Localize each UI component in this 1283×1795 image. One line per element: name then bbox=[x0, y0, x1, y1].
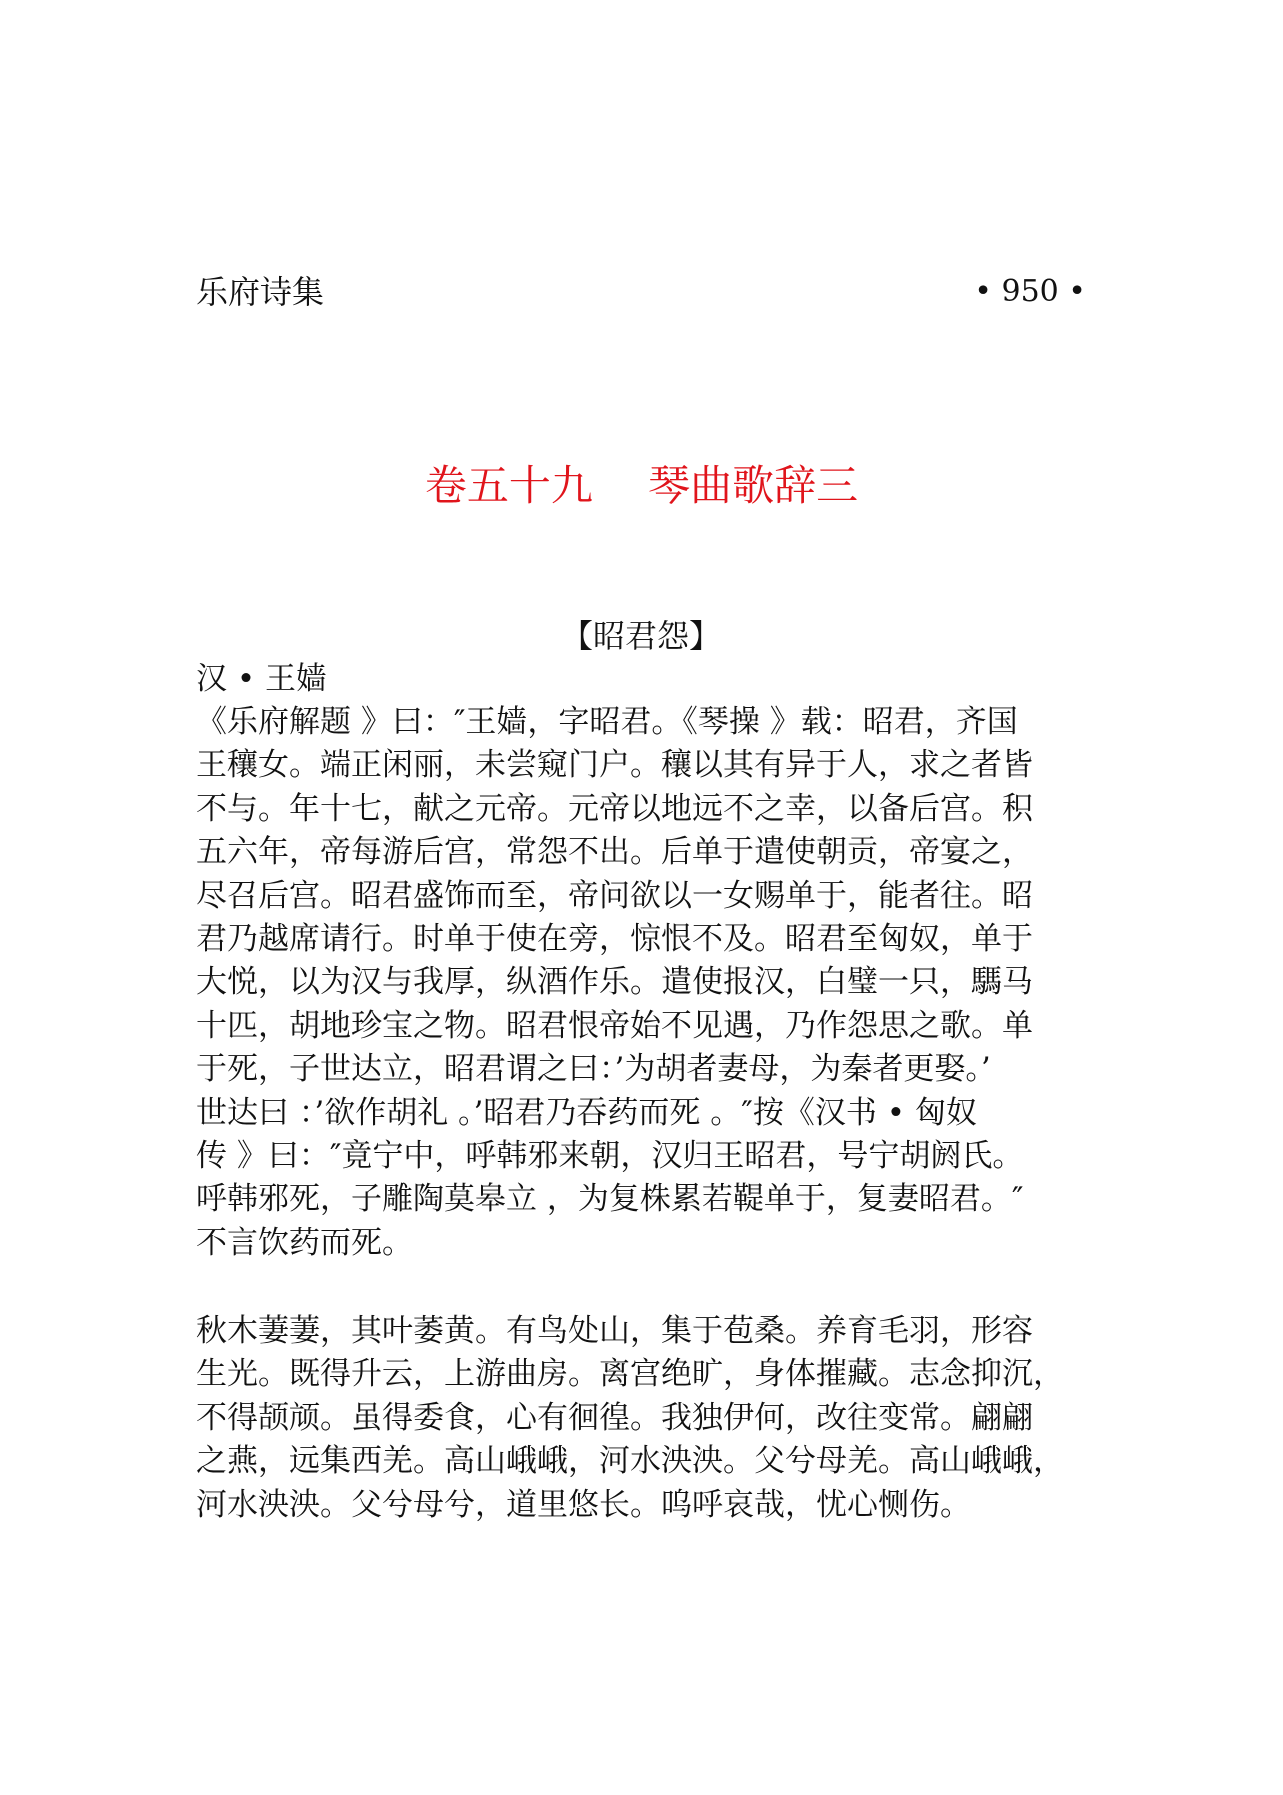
preface-line: 于死，子世达立，昭君谓之曰：’为胡者妻母，为秦者更娶。’ bbox=[196, 1051, 991, 1088]
preface-line: 《乐府解题 》曰：″王嫱，字昭君。《琴操 》载：昭君，齐国 bbox=[196, 704, 1018, 740]
preface bbox=[196, 701, 1096, 1265]
preface-line: 不言饮药而死。 bbox=[196, 1224, 413, 1261]
poem-line: 秋木萋萋，其叶萎黄。有鸟处山，集于苞桑。养育毛羽，形容 bbox=[196, 1313, 1033, 1349]
preface-line: 尽召后宫。昭君盛饰而至，帝问欲以一女赐单于，能者往。昭 bbox=[196, 877, 1033, 914]
preface-line: 世达曰 ：’欲作胡礼 。’昭君乃吞药而死 。″按《汉书 • 匈奴 bbox=[196, 1094, 977, 1131]
page-number: • 950 • bbox=[974, 274, 1086, 309]
book-title: 乐府诗集 bbox=[196, 273, 325, 311]
poem-line: 之燕，远集西羌。高山峨峨，河水泱泱。父兮母羌。高山峨峨， bbox=[196, 1443, 1064, 1480]
preface-line: 大悦，以为汉与我厚，纵酒作乐。遣使报汉，白璧一只，騳马 bbox=[196, 964, 1033, 1001]
preface-line: 王穰女。端正闲丽，未尝窥门户。穰以其有异于人，求之者皆 bbox=[196, 747, 1033, 784]
page-header bbox=[196, 270, 1086, 314]
preface-line: 五六年，帝每游后宫，常怨不出。后单于遣使朝贡，帝宴之， bbox=[196, 834, 1033, 871]
poem-title: 【昭君怨】 bbox=[560, 617, 721, 655]
poem-line: 河水泱泱。父兮母兮，道里悠长。呜呼哀哉，忧心恻伤。 bbox=[196, 1486, 971, 1523]
preface-line: 不与。年十七，献之元帝。元帝以地远不之幸，以备后宫。积 bbox=[196, 790, 1033, 827]
preface-line: 传 》曰：″竟宁中，呼韩邪来朝，汉归王昭君，号宁胡阏氏。 bbox=[196, 1137, 1024, 1174]
poem-body bbox=[196, 1310, 1096, 1527]
poem-line: 生光。既得升云，上游曲房。离宫绝旷，身体摧藏。志念抑沉， bbox=[196, 1356, 1064, 1393]
preface-line: 君乃越席请行。时单于使在旁，惊恨不及。昭君至匈奴，单于 bbox=[196, 920, 1033, 957]
chapter-title: 卷五十九 琴曲歌辞三 bbox=[424, 461, 859, 510]
preface-line: 十匹，胡地珍宝之物。昭君恨帝始不见遇，乃作怨思之歌。单 bbox=[196, 1007, 1033, 1044]
preface-line: 呼韩邪死，子雕陶莫皋立 ，为复株累若鞮单于，复妻昭君。″ bbox=[196, 1181, 1024, 1218]
poem-author: 汉 • 王嫱 bbox=[196, 661, 327, 697]
poem-line: 不得颉颃。虽得委食，心有徊徨。我独伊何，改往变常。翩翩 bbox=[196, 1399, 1033, 1436]
